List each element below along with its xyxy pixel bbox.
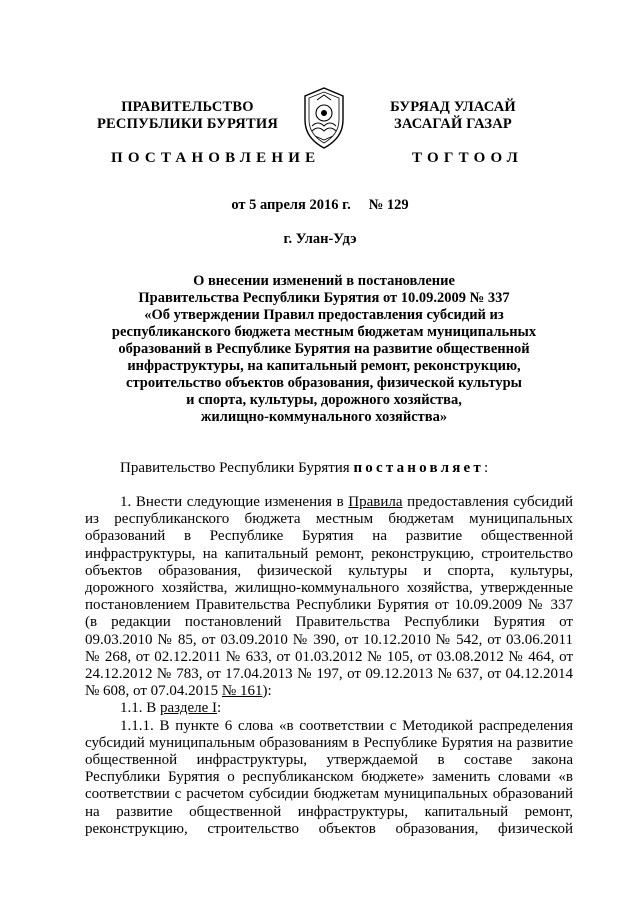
item1-line: 24.12.2012 № 783, от 17.04.2013 № 197, от 09.12.2013 № 637, от 04.12.2014 — [85, 666, 573, 683]
item1-last-prefix: № 608, от 07.04.2015 — [85, 683, 222, 700]
item111-line: 1.1.1. В пункте 6 слова «в соответствии с Методикой распределения — [120, 717, 573, 734]
preamble-colon: : — [483, 460, 489, 476]
title-line: «Об утверждении Правил предоставления субсидий из — [144, 307, 504, 323]
title-line: жилищно-коммунального хозяйства» — [200, 409, 448, 425]
header-right-authority — [358, 99, 548, 133]
title-line: и спорта, культуры, дорожного хозяйства, — [186, 392, 462, 408]
title-line: О внесении изменений в постановление — [193, 273, 455, 289]
item11-line — [85, 700, 573, 717]
header-right-line2: ЗАСАГАЙ ГАЗАР — [394, 116, 512, 132]
doc-type-right: ТОГТООЛ — [412, 150, 523, 166]
coat-of-arms-icon — [299, 86, 349, 150]
item111-line: Республики Бурятия о республиканском бюджете» заменить словами «в — [85, 769, 573, 786]
item1-last-suffix: ): — [262, 683, 272, 700]
title-line: республиканского бюджета местным бюджетам муниципальных — [111, 324, 537, 340]
document-body — [85, 494, 573, 838]
item1-last-line — [85, 683, 573, 700]
item11-prefix: 1.1. В — [120, 700, 161, 717]
title-line: строительство объектов образования, физической культуры — [126, 375, 522, 391]
resolution-161-link[interactable]: № 161 — [221, 683, 263, 700]
preamble-text: Правительство Республики Бурятия — [120, 460, 354, 476]
item1-prefix: 1. Внести следующие изменения в — [120, 494, 349, 510]
item1-line1-rest: предоставления субсидий — [402, 494, 573, 510]
item1-first-line — [85, 494, 573, 511]
header-left-line1: ПРАВИТЕЛЬСТВО — [121, 99, 254, 115]
item1-line: постановлением Правительства Республики Бурятия от 10.09.2009 № 337 — [85, 597, 573, 614]
document-date: от 5 апреля 2016 г. — [231, 197, 351, 213]
item11-suffix: : — [217, 700, 222, 717]
document-date-line — [0, 197, 640, 214]
item1-line: (в редакции постановлений Правительства Республики Бурятия от — [85, 614, 573, 631]
title-line: образований в Республике Бурятия на развитие общественной — [118, 341, 530, 357]
preamble-verb: постановляет — [353, 460, 484, 476]
item1-line: дорожного хозяйства, жилищно-коммунального хозяйства, утвержденные — [85, 580, 573, 597]
header-left-authority — [95, 99, 280, 133]
header-right-line1: БУРЯАД УЛАСАЙ — [390, 99, 516, 115]
item111-line: субсидий муниципальным образованиям в Республике Бурятия на развитие — [85, 734, 573, 751]
document-title — [100, 273, 548, 426]
item1-line: инфраструктуры, на капитальный ремонт, реконструкцию, строительство — [85, 545, 573, 562]
item1-line: объектов образования, физической культуры и спорта, культуры, — [85, 562, 573, 579]
title-line: Правительства Республики Бурятия от 10.09.2009 № 337 — [138, 290, 510, 306]
document-number: № 129 — [368, 197, 409, 213]
item1-line: образований в Республике Бурятия на развитие общественной — [85, 528, 573, 545]
doc-type-left: ПОСТАНОВЛЕНИЕ — [111, 150, 321, 166]
item111-line: реконструкцию, строительство объектов образования, физической — [85, 820, 573, 837]
preamble — [120, 460, 488, 477]
item1-line: из республиканского бюджета местным бюджетам муниципальных — [85, 511, 573, 528]
item1-line: № 268, от 02.12.2011 № 633, от 01.03.2012 № 105, от 03.08.2012 № 464, от — [85, 648, 573, 665]
item1-line: 09.03.2010 № 85, от 03.09.2010 № 390, от 10.12.2010 № 542, от 03.06.2011 — [85, 631, 573, 648]
item111-line: общественной инфраструктуры, утверждаемой в составе закона — [85, 752, 573, 769]
document-city: г. Улан-Удэ — [283, 231, 357, 247]
section-1-link[interactable]: разделе I — [160, 700, 218, 717]
item111-line: соответствии с расчетом субсидии бюджетам муниципальных образований — [85, 786, 573, 803]
title-line: инфраструктуры, на капитальный ремонт, реконструкцию, — [127, 358, 521, 374]
header-left-line2: РЕСПУБЛИКИ БУРЯТИЯ — [97, 116, 278, 132]
item111-line: на развитие общественной инфраструктуры, капитальный ремонт, — [85, 803, 573, 820]
rules-link[interactable]: Правила — [348, 494, 403, 510]
